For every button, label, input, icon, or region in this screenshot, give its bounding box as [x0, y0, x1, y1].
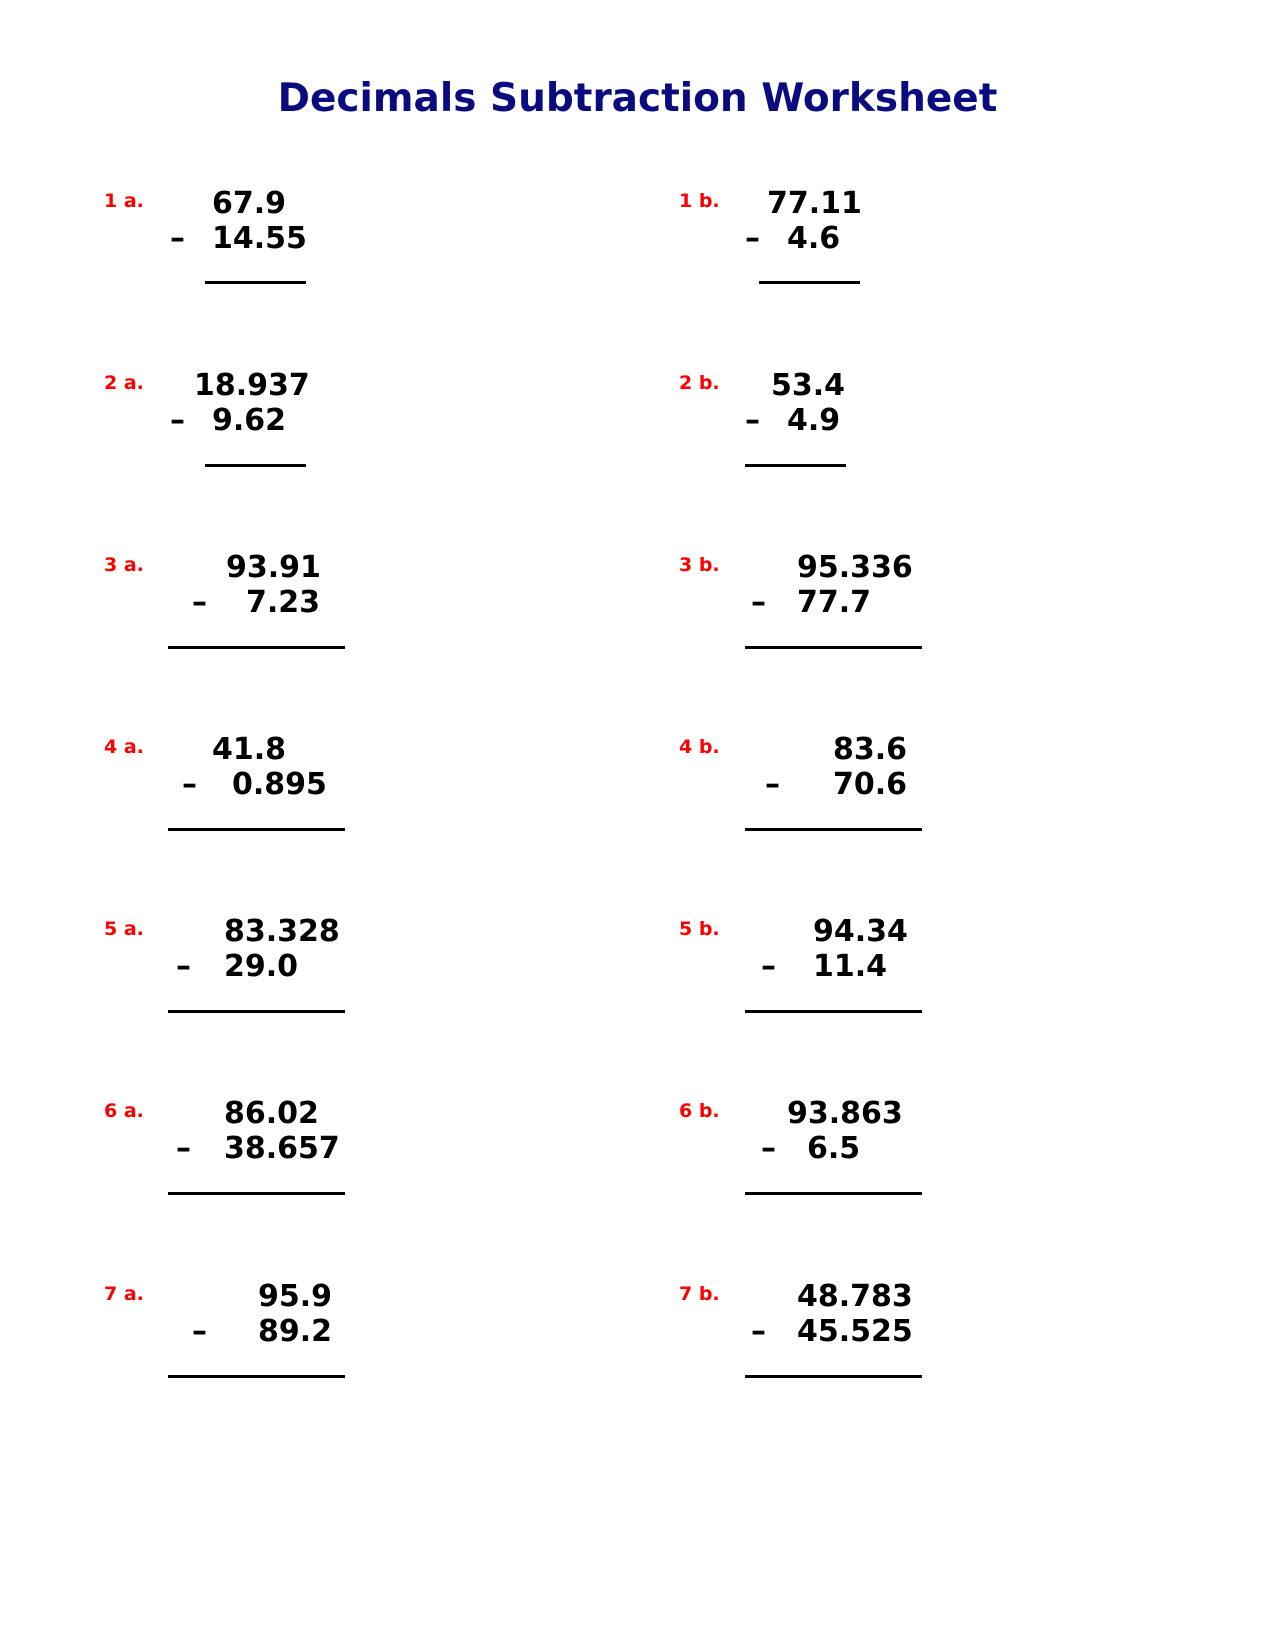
minuend: 67.9 [212, 186, 287, 221]
answer-line [745, 1375, 922, 1378]
subtrahend: 6.5 [807, 1131, 861, 1166]
subtrahend: 38.657 [224, 1131, 340, 1166]
minus-sign: – [761, 949, 776, 984]
subtrahend: 9.62 [212, 403, 287, 438]
minus-sign: – [761, 1131, 776, 1166]
minuend: 94.34 [813, 914, 908, 949]
problem-6a [104, 1096, 504, 1250]
subtrahend: 45.525 [797, 1314, 913, 1349]
minus-sign: – [192, 585, 207, 620]
subtrahend: 4.9 [787, 403, 841, 438]
problem-label: 6 a. [104, 1100, 144, 1122]
subtrahend: 14.55 [212, 221, 307, 256]
minus-sign: – [751, 585, 766, 620]
answer-line [168, 646, 345, 649]
problem-label: 7 a. [104, 1283, 144, 1305]
answer-line [759, 281, 860, 284]
problem-label: 1 b. [679, 190, 720, 212]
problem-label: 3 a. [104, 554, 144, 576]
minuend: 18.937 [194, 368, 310, 403]
problem-label: 5 b. [679, 918, 720, 940]
subtrahend: 4.6 [787, 221, 841, 256]
problem-label: 4 a. [104, 736, 144, 758]
problem-1b [679, 186, 1079, 340]
answer-line [745, 828, 922, 831]
minus-sign: – [176, 1131, 191, 1166]
problem-label: 7 b. [679, 1283, 720, 1305]
problem-label: 1 a. [104, 190, 144, 212]
problem-6b [679, 1096, 1079, 1250]
minus-sign: – [765, 767, 780, 802]
problem-5a [104, 914, 504, 1068]
problem-3b [679, 550, 1079, 704]
subtrahend: 77.7 [797, 585, 872, 620]
minus-sign: – [170, 403, 185, 438]
answer-line [745, 1010, 922, 1013]
minus-sign: – [745, 221, 760, 256]
minuend: 95.9 [258, 1279, 333, 1314]
minuend: 83.328 [224, 914, 340, 949]
subtrahend: 7.23 [246, 585, 321, 620]
problem-label: 4 b. [679, 736, 720, 758]
problem-4a [104, 732, 504, 886]
problem-7a [104, 1279, 504, 1433]
answer-line [168, 1010, 345, 1013]
problem-5b [679, 914, 1079, 1068]
problem-4b [679, 732, 1079, 886]
minus-sign: – [182, 767, 197, 802]
problem-label: 5 a. [104, 918, 144, 940]
minuend: 93.91 [226, 550, 321, 585]
minuend: 41.8 [212, 732, 287, 767]
minuend: 83.6 [833, 732, 908, 767]
problem-3a [104, 550, 504, 704]
minus-sign: – [170, 221, 185, 256]
answer-line [745, 646, 922, 649]
subtrahend: 0.895 [232, 767, 327, 802]
minus-sign: – [192, 1314, 207, 1349]
problem-label: 2 b. [679, 372, 720, 394]
subtrahend: 11.4 [813, 949, 888, 984]
problem-1a [104, 186, 504, 340]
answer-line [745, 1192, 922, 1195]
answer-line [168, 1192, 345, 1195]
minuend: 95.336 [797, 550, 913, 585]
problem-2b [679, 368, 1079, 522]
problem-7b [679, 1279, 1079, 1433]
problem-label: 3 b. [679, 554, 720, 576]
answer-line [168, 1375, 345, 1378]
answer-line [745, 464, 846, 467]
answer-line [205, 281, 306, 284]
minus-sign: – [745, 403, 760, 438]
subtrahend: 70.6 [833, 767, 908, 802]
problem-label: 2 a. [104, 372, 144, 394]
minuend: 48.783 [797, 1279, 913, 1314]
minuend: 53.4 [771, 368, 846, 403]
worksheet-title: Decimals Subtraction Worksheet [277, 76, 998, 121]
problem-label: 6 b. [679, 1100, 720, 1122]
minuend: 93.863 [787, 1096, 903, 1131]
answer-line [205, 464, 306, 467]
minuend: 86.02 [224, 1096, 319, 1131]
answer-line [168, 828, 345, 831]
subtrahend: 29.0 [224, 949, 299, 984]
minus-sign: – [751, 1314, 766, 1349]
minus-sign: – [176, 949, 191, 984]
subtrahend: 89.2 [258, 1314, 333, 1349]
minuend: 77.11 [767, 186, 862, 221]
problem-2a [104, 368, 504, 522]
